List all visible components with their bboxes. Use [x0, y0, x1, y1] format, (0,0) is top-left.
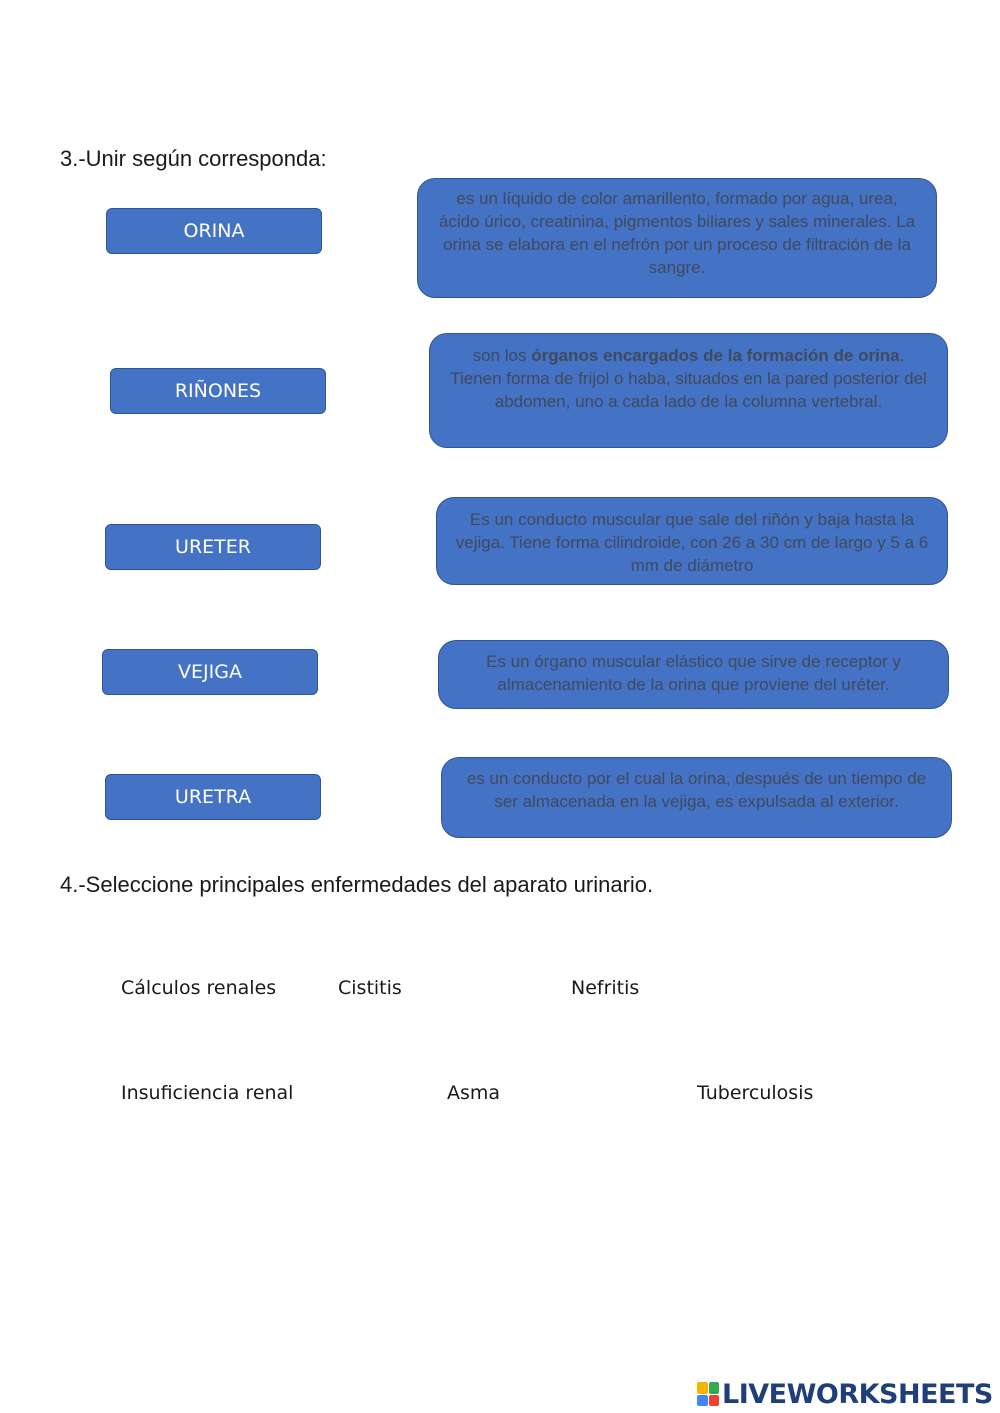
term-label: URETRA — [174, 786, 252, 808]
term-box-rinones[interactable] — [110, 368, 326, 414]
definition-text-start: son los — [472, 346, 532, 365]
option-nefritis[interactable]: Nefritis — [571, 977, 640, 999]
logo-square — [709, 1395, 720, 1407]
term-box-vejiga[interactable] — [102, 649, 318, 695]
logo-square — [709, 1382, 720, 1394]
definition-text: es un conducto por el cual la orina, después de un tiempo de ser almacenada en la vejiga, es expulsada al exterior. — [466, 769, 927, 811]
definition-box-1[interactable] — [417, 178, 937, 298]
definition-text: es un líquido de color amarillento, formado por agua, urea, ácido úrico, creatinina, pigmentos biliares y sales minerales. La orina se elabora en el nefrón por un proceso de filtración de la sangre. — [438, 189, 916, 277]
option-insuficiencia-renal[interactable]: Insuficiencia renal — [121, 1082, 294, 1104]
liveworksheets-logo — [697, 1378, 993, 1410]
definition-box-5[interactable] — [441, 757, 952, 838]
definition-text-end: . Tienen forma de frijol o haba, situados en la pared posterior del abdomen, uno a cada lado de la columna vertebral. — [450, 346, 927, 411]
logo-square — [697, 1395, 708, 1407]
term-box-orina[interactable] — [106, 208, 322, 254]
definition-box-3[interactable] — [436, 497, 948, 585]
term-label: RIÑONES — [174, 380, 262, 402]
liveworksheets-logo-icon — [697, 1382, 719, 1406]
term-label: ORINA — [183, 220, 245, 242]
definition-text: Es un conducto muscular que sale del riñón y baja hasta la vejiga. Tiene forma cilindroide, con 26 a 30 cm de largo y 5 a 6 mm de diámetro — [455, 510, 929, 575]
definition-box-4[interactable] — [438, 640, 949, 709]
option-asma[interactable]: Asma — [447, 1082, 501, 1104]
definition-box-2[interactable] — [429, 333, 948, 448]
option-tuberculosis[interactable]: Tuberculosis — [697, 1082, 814, 1104]
term-label: VEJIGA — [178, 661, 242, 683]
logo-text: LIVEWORKSHEETS — [722, 1378, 993, 1410]
logo-square — [697, 1382, 708, 1394]
term-box-uretra[interactable] — [105, 774, 321, 820]
option-calculos-renales[interactable]: Cálculos renales — [121, 977, 277, 999]
question-4-title: 4.-Seleccione principales enfermedades del aparato urinario. — [60, 872, 654, 897]
question-3-title: 3.-Unir según corresponda: — [60, 146, 327, 171]
definition-text-bold: órganos encargados de la formación de orina — [531, 346, 900, 365]
option-cistitis[interactable]: Cistitis — [338, 977, 402, 999]
definition-text: Es un órgano muscular elástico que sirve de receptor y almacenamiento de la orina que proviene del uréter. — [486, 652, 901, 694]
term-box-ureter[interactable] — [105, 524, 321, 570]
term-label: URETER — [175, 536, 251, 558]
